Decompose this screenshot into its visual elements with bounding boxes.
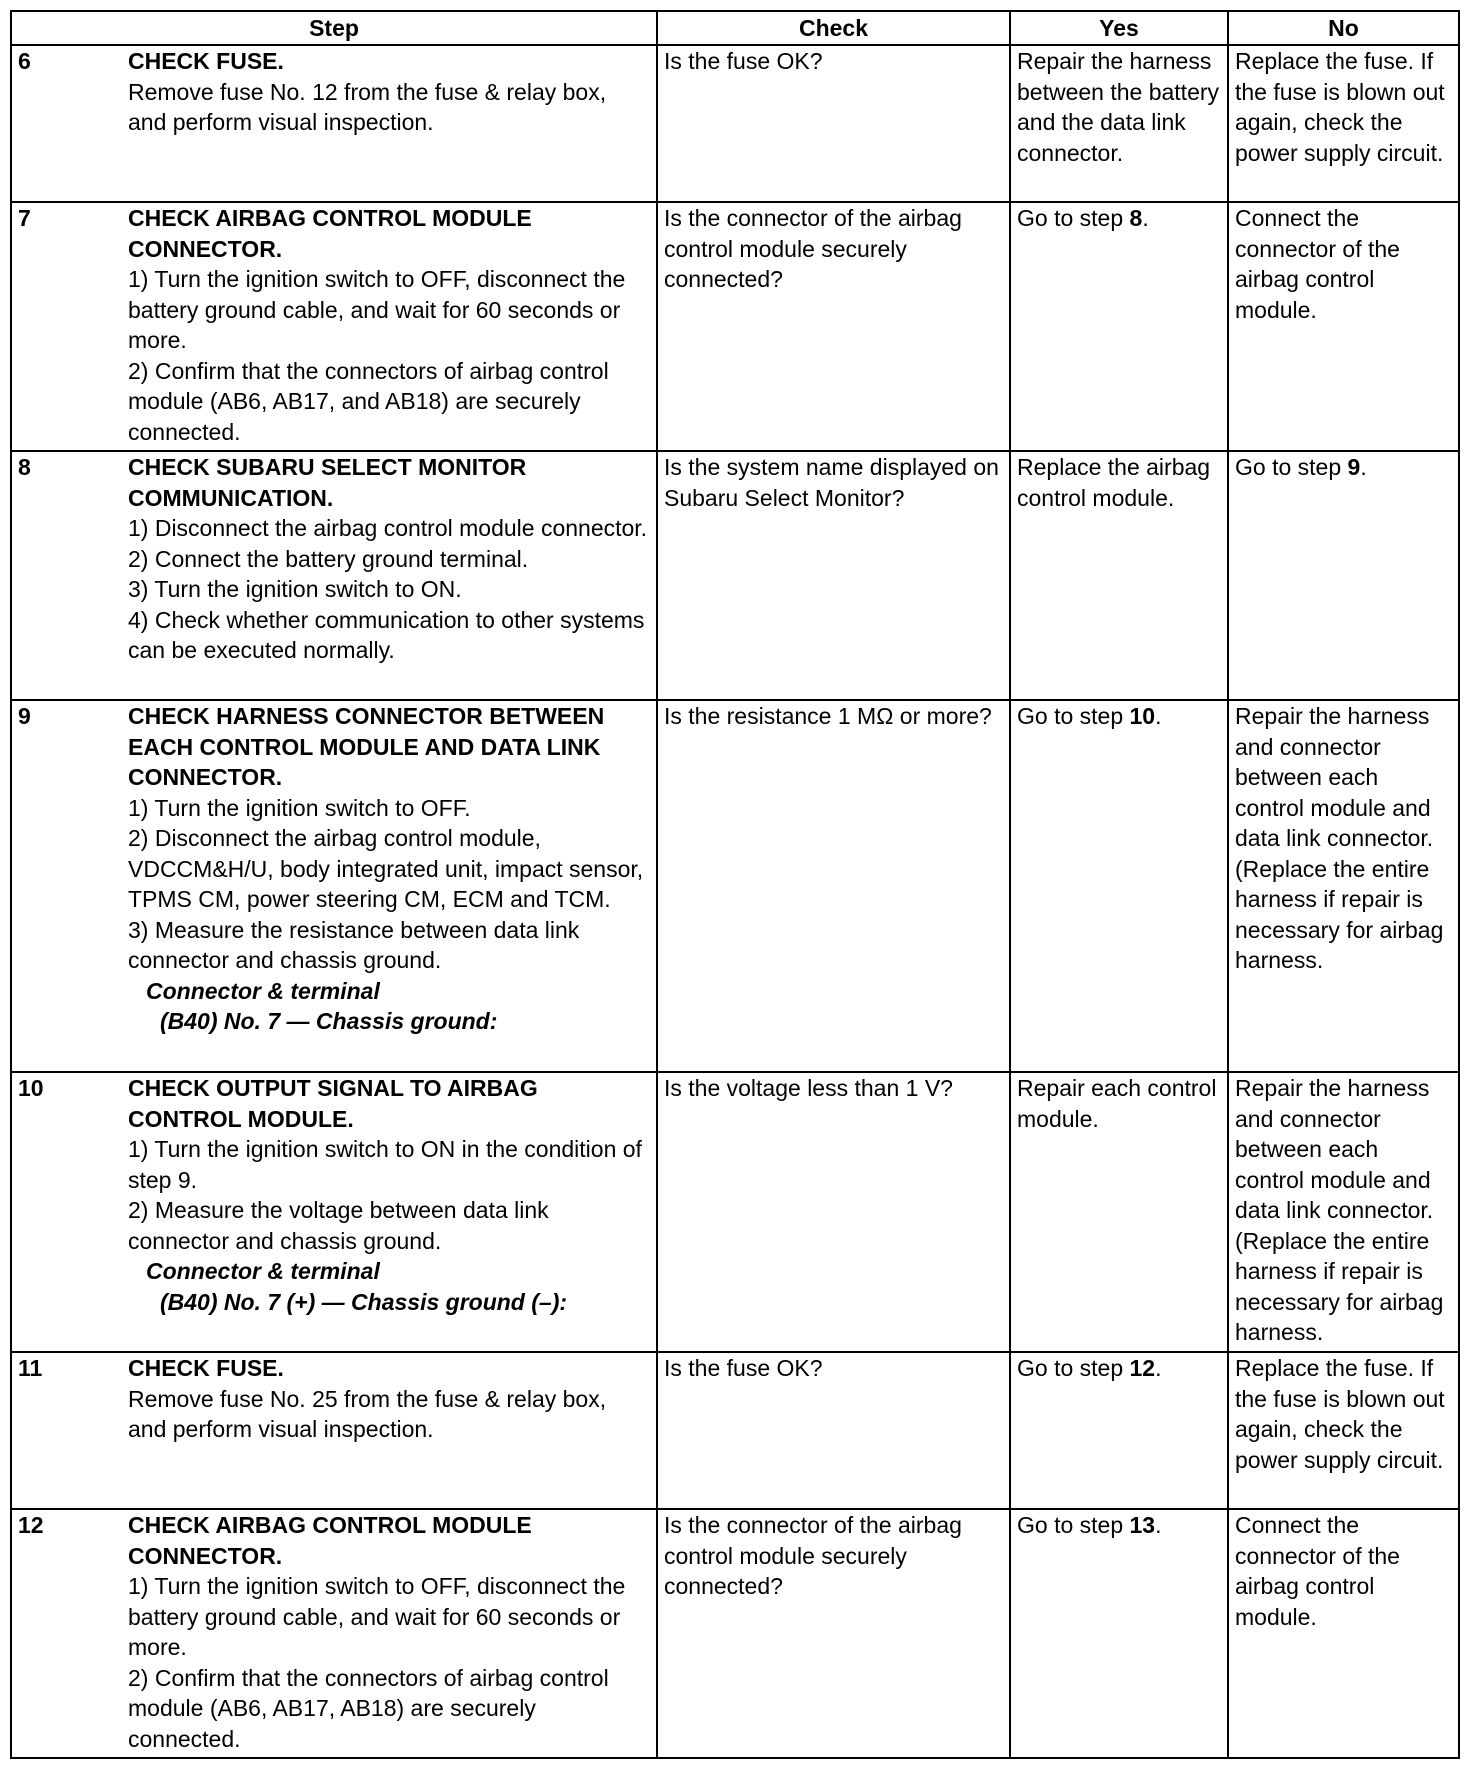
table-row: [11, 1072, 1459, 1352]
step-instruction: 2) Measure the voltage between data link connector and chassis ground.: [128, 1197, 549, 1254]
step-title: CHECK FUSE.: [128, 1355, 284, 1381]
header-check: Check: [657, 11, 1010, 45]
diagnostic-table: [10, 10, 1460, 1759]
step-instruction: 2) Confirm that the connectors of airbag control module (AB6, AB17, AB18) are securely connected.: [128, 1664, 609, 1752]
no-cell: Connect the connector of the airbag control module.: [1228, 1509, 1459, 1758]
step-cell: [11, 1352, 657, 1509]
no-cell: Replace the fuse. If the fuse is blown out again, check the power supply circuit.: [1228, 1352, 1459, 1509]
yes-cell: Replace the airbag control module.: [1010, 451, 1228, 700]
step-instruction: 3) Turn the ignition switch to ON.: [128, 576, 462, 602]
step-instruction: 4) Check whether communication to other systems can be executed normally.: [128, 606, 645, 663]
step-reference: 8: [1129, 205, 1143, 231]
step-number: 9: [18, 703, 31, 729]
yes-text-end: .: [1142, 205, 1149, 231]
step-number: 10: [18, 1075, 44, 1101]
table-row: [11, 451, 1459, 700]
step-cell: [11, 451, 657, 700]
yes-text: Go to step: [1017, 205, 1130, 231]
check-cell: Is the fuse OK?: [657, 45, 1010, 202]
no-text: Go to step: [1235, 454, 1348, 480]
step-instruction: 2) Confirm that the connectors of airbag control module (AB6, AB17, and AB18) are securely connected.: [128, 357, 609, 445]
yes-text: Go to step: [1017, 1355, 1130, 1381]
step-reference: 9: [1347, 454, 1361, 480]
no-cell: Repair the harness and connector between each control module and data link connector. (Replace the entire harness if repair is necessary for airbag harness.: [1228, 700, 1459, 1072]
yes-cell: Repair the harness between the battery and the data link connector.: [1010, 45, 1228, 202]
check-cell: Is the voltage less than 1 V?: [657, 1072, 1010, 1352]
yes-text-end: .: [1155, 1355, 1162, 1381]
step-instruction: 1) Disconnect the airbag control module connector.: [128, 515, 648, 541]
header-step: Step: [11, 11, 657, 45]
connector-terminal-label: Connector & terminal: [146, 977, 380, 1004]
step-instruction: 1) Turn the ignition switch to OFF, disconnect the battery ground cable, and wait for 60 seconds or more.: [128, 266, 626, 353]
step-title: CHECK SUBARU SELECT MONITOR COMMUNICATION.: [128, 454, 527, 511]
check-cell: Is the connector of the airbag control module securely connected?: [657, 1509, 1010, 1758]
step-cell: [11, 700, 657, 1072]
yes-text-end: .: [1155, 1512, 1162, 1538]
step-cell: [11, 202, 657, 451]
table-row: [11, 700, 1459, 1072]
no-cell: Repair the harness and connector between each control module and data link connector. (Replace the entire harness if repair is necessary for airbag harness.: [1228, 1072, 1459, 1352]
check-cell: Is the system name displayed on Subaru Select Monitor?: [657, 451, 1010, 700]
table-row: [11, 202, 1459, 451]
yes-text: Go to step: [1017, 703, 1130, 729]
step-title: CHECK AIRBAG CONTROL MODULE CONNECTOR.: [128, 1512, 532, 1569]
step-instruction: 2) Disconnect the airbag control module, VDCCM&H/U, body integrated unit, impact sensor, TPMS CM, power steering CM, ECM and TCM.: [128, 825, 644, 912]
step-instruction: 1) Turn the ignition switch to ON in the condition of step 9.: [128, 1136, 642, 1193]
step-reference: 13: [1129, 1512, 1156, 1538]
yes-cell: Repair each control module.: [1010, 1072, 1228, 1352]
table-row: [11, 1352, 1459, 1509]
step-number: 7: [18, 205, 31, 231]
connector-terminal-value: (B40) No. 7 (+) — Chassis ground (–):: [160, 1288, 568, 1315]
header-row: [11, 11, 1459, 45]
yes-text-end: .: [1155, 703, 1162, 729]
header-yes: Yes: [1010, 11, 1228, 45]
yes-cell: [1010, 700, 1228, 1072]
table-row: [11, 1509, 1459, 1758]
yes-cell: [1010, 1352, 1228, 1509]
step-title: CHECK AIRBAG CONTROL MODULE CONNECTOR.: [128, 205, 532, 262]
step-instruction: 1) Turn the ignition switch to OFF.: [128, 794, 471, 821]
step-cell: [11, 1509, 657, 1758]
check-cell: Is the fuse OK?: [657, 1352, 1010, 1509]
step-reference: 12: [1129, 1355, 1156, 1381]
step-number: 11: [18, 1355, 43, 1381]
step-number: 6: [18, 48, 31, 74]
connector-terminal-value: (B40) No. 7 — Chassis ground:: [160, 1008, 498, 1034]
no-text-end: .: [1360, 454, 1367, 480]
step-cell: [11, 1072, 657, 1352]
yes-cell: [1010, 1509, 1228, 1758]
table-row: [11, 45, 1459, 202]
step-title: CHECK HARNESS CONNECTOR BETWEEN EACH CONTROL MODULE AND DATA LINK CONNECTOR.: [128, 703, 605, 790]
step-number: 12: [18, 1512, 44, 1538]
yes-cell: [1010, 202, 1228, 451]
no-cell: Connect the connector of the airbag control module.: [1228, 202, 1459, 451]
step-title: CHECK FUSE.: [128, 48, 284, 74]
header-no: No: [1228, 11, 1459, 45]
step-instruction: 1) Turn the ignition switch to OFF, disconnect the battery ground cable, and wait for 60 seconds or more.: [128, 1573, 626, 1660]
step-title: CHECK OUTPUT SIGNAL TO AIRBAG CONTROL MODULE.: [128, 1075, 538, 1132]
step-cell: [11, 45, 657, 202]
yes-text: Go to step: [1017, 1512, 1130, 1538]
check-cell: Is the resistance 1 MΩ or more?: [657, 700, 1010, 1072]
step-instruction: Remove fuse No. 25 from the fuse & relay box, and perform visual inspection.: [128, 1385, 607, 1442]
step-reference: 10: [1129, 703, 1156, 729]
step-number: 8: [18, 454, 31, 480]
no-cell: Replace the fuse. If the fuse is blown out again, check the power supply circuit.: [1228, 45, 1459, 202]
step-instruction: 3) Measure the resistance between data link connector and chassis ground.: [128, 916, 580, 973]
check-cell: Is the connector of the airbag control module securely connected?: [657, 202, 1010, 451]
connector-terminal-label: Connector & terminal: [146, 1258, 380, 1284]
no-cell: [1228, 451, 1459, 700]
step-instruction: 2) Connect the battery ground terminal.: [128, 545, 529, 572]
step-instruction: Remove fuse No. 12 from the fuse & relay box, and perform visual inspection.: [128, 78, 607, 135]
